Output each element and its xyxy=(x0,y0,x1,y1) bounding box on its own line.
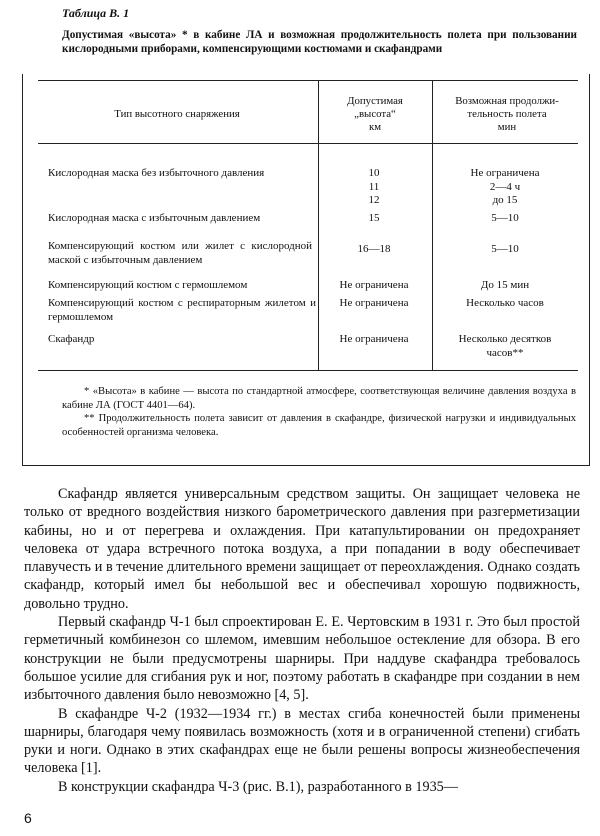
paragraph-2: Первый скафандр Ч-1 был спроектирован Е. Е. Чертовским в 1931 г. Это был простой герметичный комбинезон со шлемом, имевшим небольшое остекление для обзора. В его конструкции не были предусмотрены шарниры. При наддуве скафандра требовалось большое усилие для сгибания рук и ног, поэтому работать в скафандре при создании в нем избыточного давления было невозможно [4, 5]. xyxy=(24,614,580,704)
footnote-1: * «Высота» в кабине — высота по стандартной атмосфере, соответствующая величине давления воздуха в кабине ЛА (ГОСТ 4401—64). xyxy=(62,386,576,411)
table-row-4-height: Не ограничена xyxy=(339,279,409,291)
paragraph-4: В конструкции скафандра Ч-3 (рис. В.1), разработанного в 1935— xyxy=(58,778,458,795)
header-height-line2: „высота“ xyxy=(354,108,396,120)
row-1-height-a: 10 xyxy=(368,167,380,179)
header-allowed-height xyxy=(320,95,430,134)
row-6-duration-a: Несколько десятков xyxy=(458,333,552,345)
header-duration-line1: Возможная продолжи- xyxy=(455,95,559,107)
header-duration-line2: тельность полета xyxy=(467,108,547,120)
table-row-1-type: Кислородная маска без избыточного давления xyxy=(48,167,265,179)
row-1-duration-b: 2—4 ч xyxy=(489,180,521,193)
header-height-line1: Допустимая xyxy=(347,95,403,107)
table-row-2-height: 15 xyxy=(368,212,380,224)
table-row-3-height: 16—18 xyxy=(357,243,391,255)
row-1-height-b: 11 xyxy=(368,180,380,193)
table-title: Допустимая «высота» * в кабине ЛА и возможная продолжительность полета при пользовании кислородными приборами, компенсирующими костюмами и скафандрами xyxy=(62,29,577,55)
table-row-6-height: Не ограничена xyxy=(339,333,409,345)
table-row-1-duration xyxy=(432,167,578,208)
table-bottom-rule xyxy=(38,370,578,371)
table-row-1-height xyxy=(320,167,428,208)
column-divider-1 xyxy=(318,80,319,370)
table-row-4-duration: До 15 мин xyxy=(480,279,530,291)
table-row-6-duration xyxy=(432,333,578,360)
table-caption: Таблица В. 1 xyxy=(62,6,130,20)
row-1-height-c: 12 xyxy=(368,194,380,206)
row-1-duration-c: до 15 xyxy=(492,194,518,206)
page-number: 6 xyxy=(24,810,32,826)
table-top-rule xyxy=(38,80,578,81)
table-row-5-height: Не ограничена xyxy=(339,297,409,309)
row-6-duration-b: часов** xyxy=(486,346,524,359)
header-height-unit: км xyxy=(368,121,382,133)
row-1-duration-a: Не ограничена xyxy=(470,167,540,179)
header-duration-unit: мин xyxy=(497,121,517,133)
table-row-6-type: Скафандр xyxy=(48,333,95,345)
table-row-2-type: Кислородная маска с избыточным давлением xyxy=(48,212,261,224)
table-header-rule xyxy=(38,143,578,144)
table-row-5-duration: Несколько часов xyxy=(466,297,544,309)
header-equipment-type: Тип высотного снаряжения xyxy=(114,108,240,120)
table-row-3-type: Компенсирующий костюм или жилет с кислородной маской с избыточным давлением xyxy=(48,240,312,266)
paragraph-1: Скафандр является универсальным средством защиты. Он защищает человека не только от вредного воздействия низкого барометрического давления при разгерметизации кабины, но и от перегрева и охлаждения. При катапультировании он предохраняет человека от удара встречного потока воздуха, а при попадании в воду обеспечивает плавучесть и в течение длительного времени защищает от переохлаждения. Однако создать скафандр, который имел бы небольшой вес и обеспечивал хорошую подвижность, довольно трудно. xyxy=(24,486,580,612)
body-text xyxy=(24,485,580,796)
footnote-2: ** Продолжительность полета зависит от давления в скафандре, физической нагрузки и индивидуальных особенностей организма человека. xyxy=(62,413,576,438)
table-row-2-duration: 5—10 xyxy=(491,212,519,224)
paragraph-3: В скафандре Ч-2 (1932—1934 гг.) в местах сгиба конечностей были применены шарниры, благодаря чему появилась возможность (хотя и в ограниченной степени) сгибать руки и ноги. Однако в этих скафандрах еще не были решены вопросы жизнеобеспечения человека [1]. xyxy=(24,705,580,777)
table-row-4-type: Компенсирующий костюм с гермошлемом xyxy=(48,279,248,291)
header-flight-duration xyxy=(434,95,580,134)
table-row-3-duration: 5—10 xyxy=(491,243,519,255)
table-row-5-type: Компенсирующий костюм с респираторным жилетом и гермошлемом xyxy=(48,297,316,323)
